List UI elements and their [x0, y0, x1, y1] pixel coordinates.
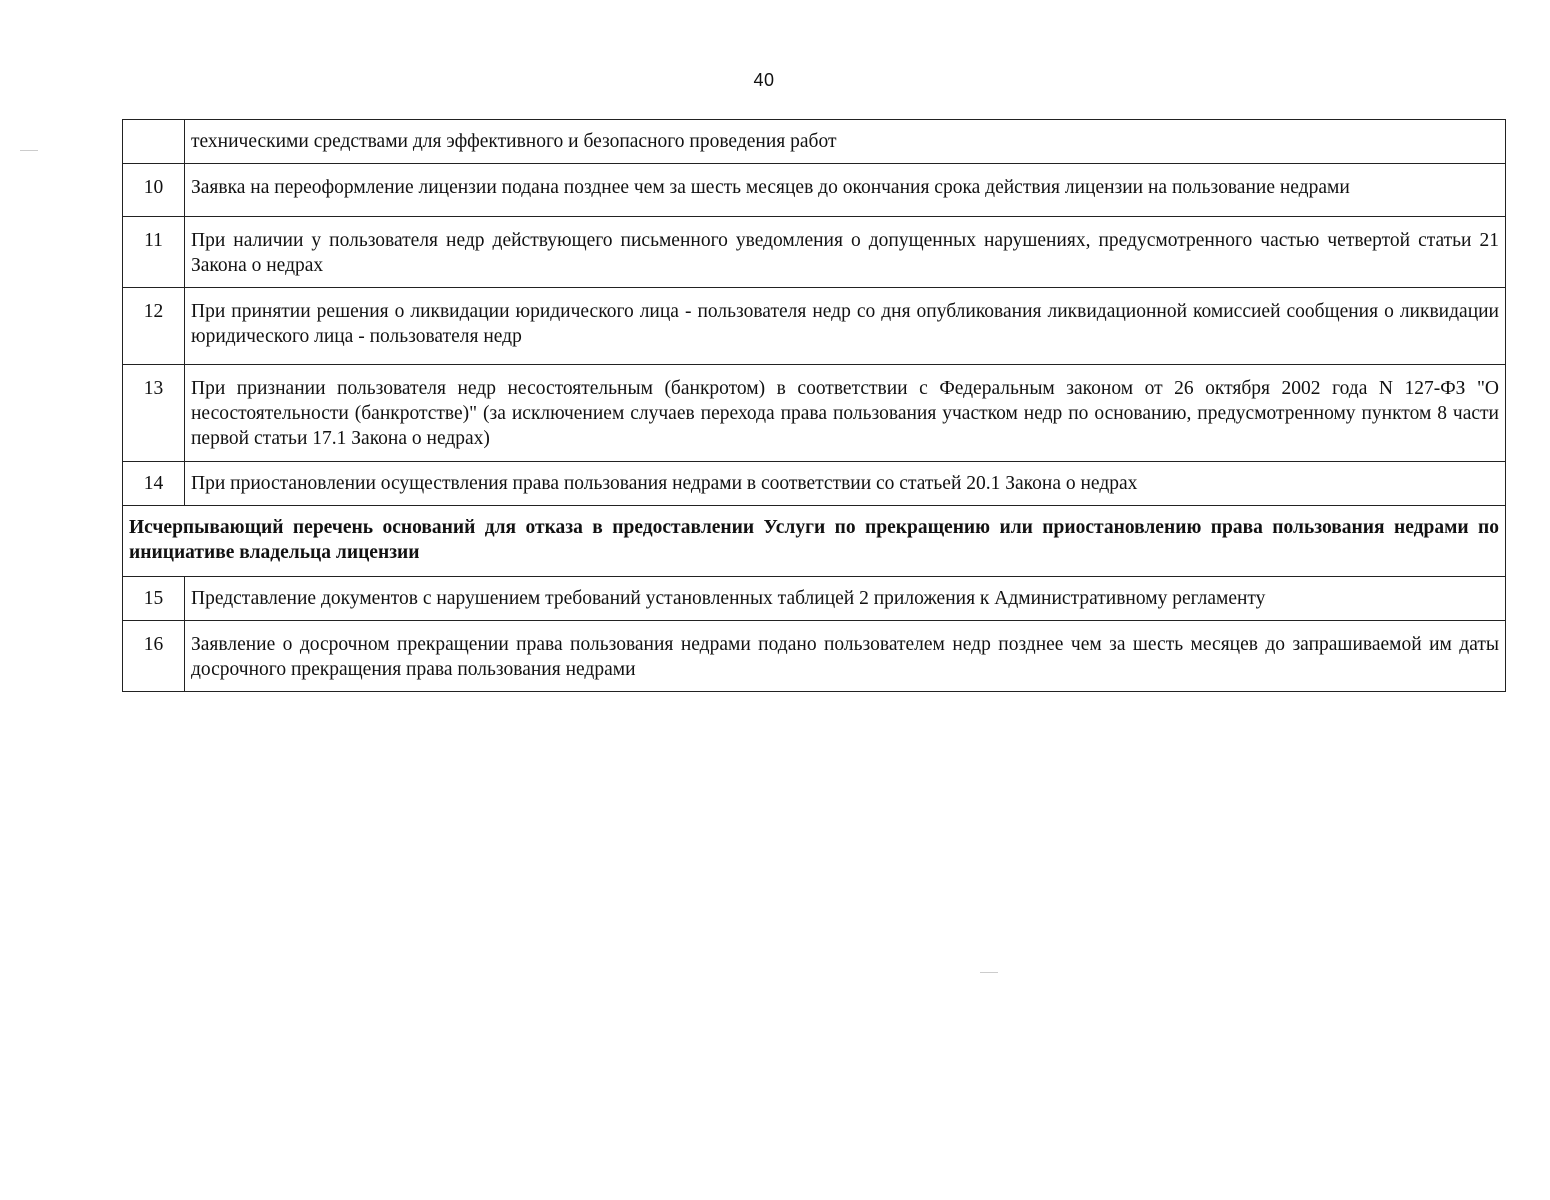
row-number-cell: 16	[123, 621, 185, 692]
grounds-table	[122, 119, 1506, 692]
row-text-cell: При приостановлении осуществления права пользования недрами в соответствии со статьей 20.1 Закона о недрах	[185, 462, 1506, 506]
scan-artifact	[980, 972, 998, 973]
row-text-cell: Представление документов с нарушением требований установленных таблицей 2 приложения к Административному регламенту	[185, 577, 1506, 621]
row-text-cell: При признании пользователя недр несостоятельным (банкротом) в соответствии с Федеральным законом от 26 октября 2002 года N 127-ФЗ "О несостоятельности (банкротстве)" (за исключением случаев перехода права пользования участком недр по основанию, предусмотренному пунктом 8 части первой статьи 17.1 Закона о недрах)	[185, 365, 1506, 462]
table-row	[123, 217, 1506, 288]
row-text-cell: При принятии решения о ликвидации юридического лица - пользователя недр со дня опубликования ликвидационной комиссией сообщения о ликвидации юридического лица - пользователя недр	[185, 288, 1506, 365]
row-number-cell	[123, 120, 185, 164]
row-text-cell: Заявка на переоформление лицензии подана позднее чем за шесть месяцев до окончания срока действия лицензии на пользование недрами	[185, 164, 1506, 217]
row-text-cell: При наличии у пользователя недр действующего письменного уведомления о допущенных нарушениях, предусмотренного частью четвертой статьи 21 Закона о недрах	[185, 217, 1506, 288]
row-text-cell: Заявление о досрочном прекращении права пользования недрами подано пользователем недр позднее чем за шесть месяцев до запрашиваемой им даты досрочного прекращения права пользования недрами	[185, 621, 1506, 692]
section-heading: Исчерпывающий перечень оснований для отказа в предоставлении Услуги по прекращению или приостановлению права пользования недрами по инициативе владельца лицензии	[123, 506, 1506, 577]
table-row	[123, 621, 1506, 692]
scan-artifact	[20, 150, 38, 151]
row-number-cell: 15	[123, 577, 185, 621]
table-row	[123, 577, 1506, 621]
table-row-continuation	[123, 120, 1506, 164]
table-row	[123, 288, 1506, 365]
row-number-cell: 14	[123, 462, 185, 506]
table-row	[123, 164, 1506, 217]
row-number-cell: 12	[123, 288, 185, 365]
table-row	[123, 462, 1506, 506]
row-number-cell: 10	[123, 164, 185, 217]
table-row	[123, 365, 1506, 462]
row-text-cell: техническими средствами для эффективного и безопасного проведения работ	[185, 120, 1506, 164]
section-heading-row	[123, 506, 1506, 577]
page-number: 40	[753, 70, 775, 90]
row-number-cell: 11	[123, 217, 185, 288]
row-number-cell: 13	[123, 365, 185, 462]
